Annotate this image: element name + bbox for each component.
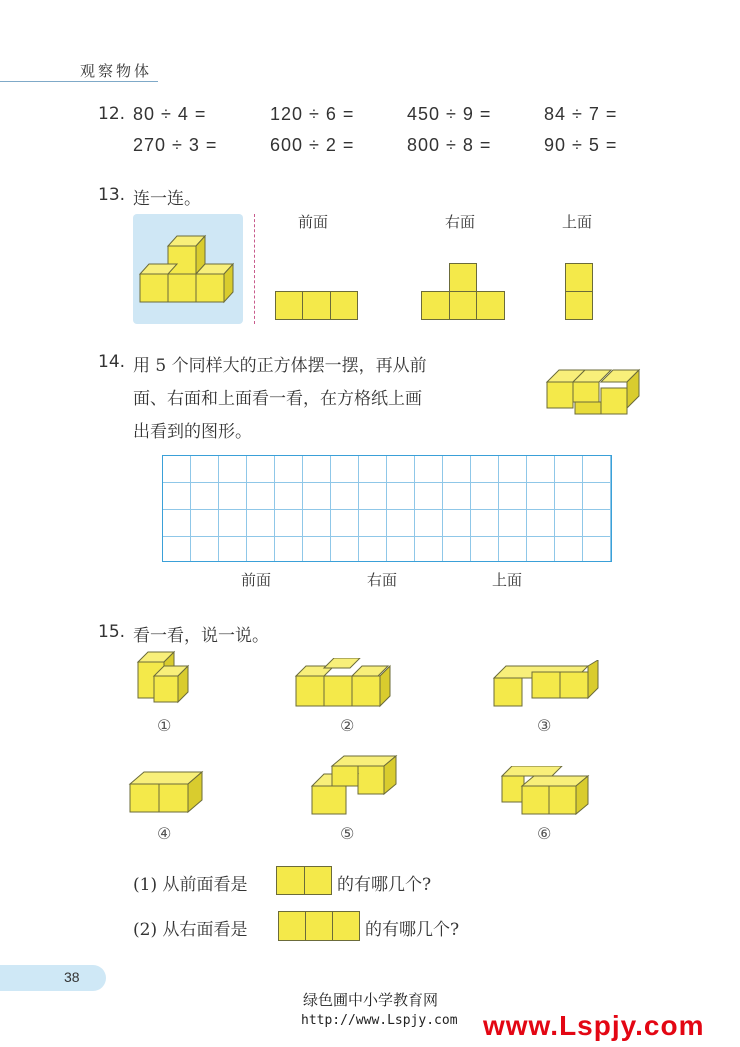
view-label-top: 上面 (562, 213, 593, 231)
figure-label-4: ④ (157, 824, 172, 843)
grid-label-front: 前面 (241, 571, 272, 589)
question-14-number: 14. (98, 352, 126, 372)
cube-panel (133, 214, 243, 324)
answer-square (305, 911, 333, 941)
question-15-text: 看一看，说一说。 (133, 626, 269, 646)
answer-square (278, 911, 306, 941)
view-square (275, 291, 303, 320)
five-cube-illustration (545, 364, 650, 420)
view-square (449, 291, 477, 320)
question-13-number: 13. (98, 185, 126, 205)
footer-site-name: 绿色圃中小学教育网 (303, 991, 439, 1009)
chapter-title: 观察物体 (80, 62, 153, 80)
question-14-line: 出看到的图形。 (133, 422, 252, 442)
cube-figure-2 (294, 658, 394, 708)
figure-label-1: ① (157, 716, 172, 735)
cube-figure-3 (492, 660, 604, 708)
view-square (565, 263, 593, 292)
equation: 90 ÷ 5 = (544, 135, 618, 155)
cube-stack-illustration (133, 214, 243, 324)
view-square (565, 291, 593, 320)
equation: 270 ÷ 3 = (133, 135, 218, 155)
cube-figure-5 (310, 754, 400, 816)
sub-question-2-prefix: (2) 从右面看是 (133, 920, 248, 940)
divider-dotted (254, 214, 255, 324)
cube-figure-4 (128, 766, 208, 814)
answer-square (276, 866, 305, 895)
figure-label-6: ⑥ (537, 824, 552, 843)
equation: 450 ÷ 9 = (407, 104, 492, 124)
page-number-pill (0, 965, 106, 991)
question-15-number: 15. (98, 622, 126, 642)
equation: 80 ÷ 4 = (133, 104, 207, 124)
question-12-number: 12. (98, 104, 126, 124)
view-square (302, 291, 331, 320)
page-number: 38 (64, 969, 80, 985)
figure-label-2: ② (340, 716, 355, 735)
equation: 84 ÷ 7 = (544, 104, 618, 124)
sub-question-1-suffix: 的有哪几个? (337, 875, 432, 895)
view-label-right: 右面 (445, 213, 476, 231)
equation: 600 ÷ 2 = (270, 135, 355, 155)
answer-square (332, 911, 360, 941)
grid-label-top: 上面 (492, 571, 523, 589)
equation: 800 ÷ 8 = (407, 135, 492, 155)
figure-label-5: ⑤ (340, 824, 355, 843)
drawing-grid[interactable] (162, 455, 612, 562)
grid-label-right: 右面 (367, 571, 398, 589)
footer-brand-logo: www.Lspjy.com (483, 1010, 705, 1041)
sub-question-2-suffix: 的有哪几个? (365, 920, 460, 940)
view-square (421, 291, 450, 320)
footer-url[interactable]: http://www.Lspjy.com (301, 1013, 458, 1028)
cube-figure-6 (500, 766, 592, 816)
question-14-line: 用 5 个同样大的正方体摆一摆，再从前 (133, 356, 427, 376)
equation: 120 ÷ 6 = (270, 104, 355, 124)
view-square (476, 291, 505, 320)
sub-question-1-prefix: (1) 从前面看是 (133, 875, 248, 895)
answer-square (304, 866, 332, 895)
question-13-text: 连一连。 (133, 189, 201, 209)
view-square (330, 291, 358, 320)
cube-figure-1 (130, 650, 192, 708)
view-label-front: 前面 (298, 213, 329, 231)
figure-label-3: ③ (537, 716, 552, 735)
view-square (449, 263, 477, 292)
question-14-line: 面、右面和上面看一看，在方格纸上画 (133, 389, 422, 409)
header-rule (0, 81, 158, 82)
